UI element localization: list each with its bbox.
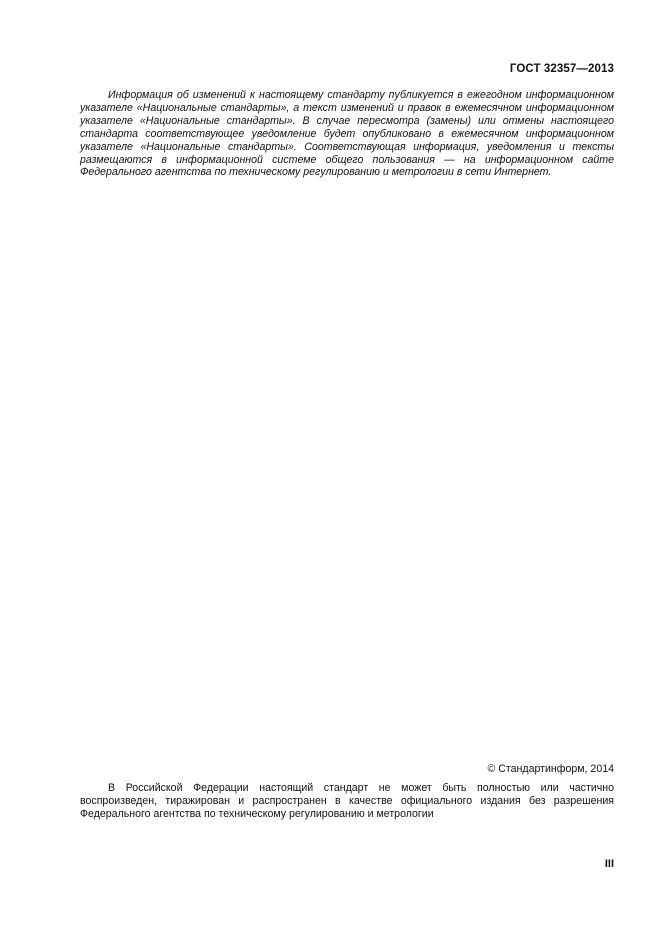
reproduction-rights-paragraph: В Российской Федерации настоящий стандарт не может быть полностью или частично воспроизведен, тиражирован и распространен в качестве официального издания без разрешения Федерального агентства по техническому регулированию и метрологии bbox=[80, 782, 614, 820]
copyright-notice: © Стандартинформ, 2014 bbox=[487, 763, 614, 775]
standard-code: ГОСТ 32357—2013 bbox=[509, 63, 614, 75]
amendments-info-paragraph: Информация об изменений к настоящему стандарту публикуется в ежегодном информационном указателе «Национальные стандарты», а текст изменений и правок в ежемесячном информационном указателе «Национальные стандарты». В случае пересмотра (замены) или отмены настоящего стандарта соответствующее уведомление будет опубликовано в ежемесячном информационном указателе «Национальные стандарты». Соответствующая информация, уведомления и тексты размещаются в информационной системе общего пользования — на информационном сайте Федерального агентства по техническому регулированию и метрологии в сети Интернет. bbox=[80, 89, 614, 179]
page-number: III bbox=[604, 858, 614, 870]
